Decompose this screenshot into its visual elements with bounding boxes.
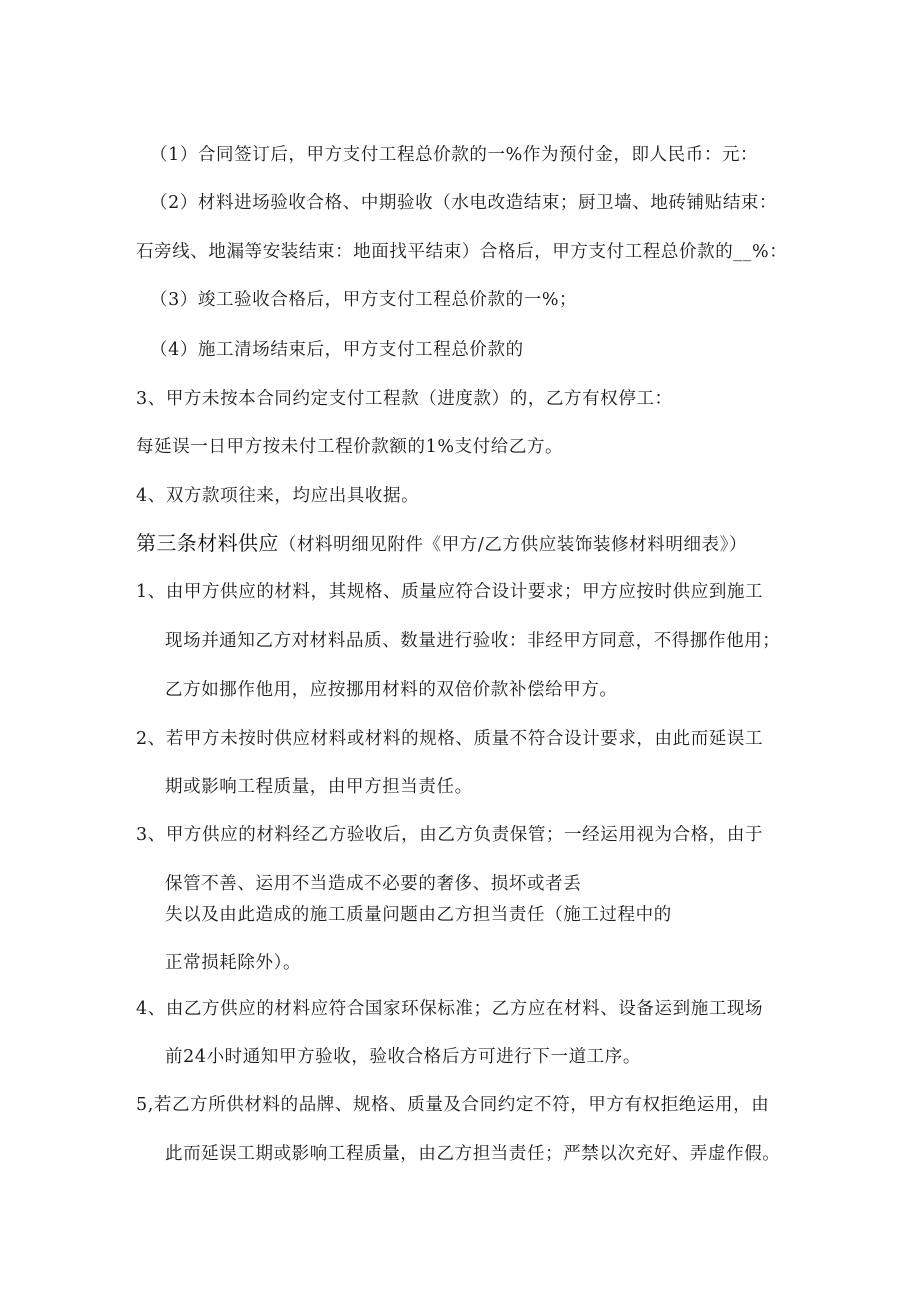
material-item-2-line-2: 期或影响工程质量，由甲方担当责任。 [165,777,473,797]
material-item-3-line-3: 失以及由此造成的施工质量问题由乙方担当责任（施工过程中的 [165,905,672,925]
payment-item-1: （1）合同签订后，甲方支付工程总价款的一%作为预付金，即人民币：元： [150,145,759,165]
payment-item-3: （3）竣工验收合格后，甲方支付工程总价款的一%； [150,290,578,310]
material-item-1-line-1: 1、由甲方供应的材料，其规格、质量应符合设计要求；甲方应按时供应到施工 [136,582,764,602]
material-item-4-line-1: 4、由乙方供应的材料应符合国家环保标准；乙方应在材料、设备运到施工现场 [136,999,764,1019]
material-item-3-line-4: 正常损耗除外）。 [165,953,302,973]
material-item-2-line-1: 2、若甲方未按时供应材料或材料的规格、质量不符合设计要求，由此而延误工 [136,729,764,749]
clause-3-line: 3、甲方未按本合同约定支付工程款（进度款）的，乙方有权停工： [136,389,673,409]
material-item-1-line-2: 现场并通知乙方对材料品质、数量进行验收：非经甲方同意，不得挪作他用； [165,631,781,651]
material-item-1-line-3: 乙方如挪作他用，应按挪用材料的双倍价款补偿给甲方。 [165,680,618,700]
material-item-4-line-2: 前24小时通知甲方验收，验收合格后方可进行下一道工序。 [165,1047,641,1067]
late-fee-line: 每延误一日甲方按未付工程价款额的1%支付给乙方。 [136,437,564,457]
material-item-3-line-2: 保管不善、运用不当造成不必要的奢侈、损坏或者丢 [165,874,582,894]
clause-4-line: 4、双方款项往来，均应出具收据。 [136,486,420,506]
material-item-3-line-1: 3、甲方供应的材料经乙方验收后，由乙方负责保管；一经运用视为合格，由于 [136,825,764,845]
payment-item-2-line-2: 石旁线、地漏等安装结束：地面找平结束）合格后，甲方支付工程总价款的__%： [136,242,788,262]
material-item-5-line-2: 此而延误工期或影响工程质量，由乙方担当责任；严禁以次充好、弄虚作假。 [165,1144,781,1164]
payment-item-4: （4）施工清场结束后，甲方支付工程总价款的 [150,340,524,360]
section-3-title: 第三条材料供应 [136,531,279,555]
section-3-heading [136,531,747,557]
section-3-subtitle: （材料明细见附件《甲方/乙方供应装饰装修材料明细表》） [278,535,748,555]
payment-item-2-line-1: （2）材料进场验收合格、中期验收（水电改造结束；厨卫墙、地砖铺贴结束： [150,193,778,213]
material-item-5-line-1: 5,若乙方所供材料的品牌、规格、质量及合同约定不符，甲方有权拒绝运用，由 [136,1095,770,1115]
